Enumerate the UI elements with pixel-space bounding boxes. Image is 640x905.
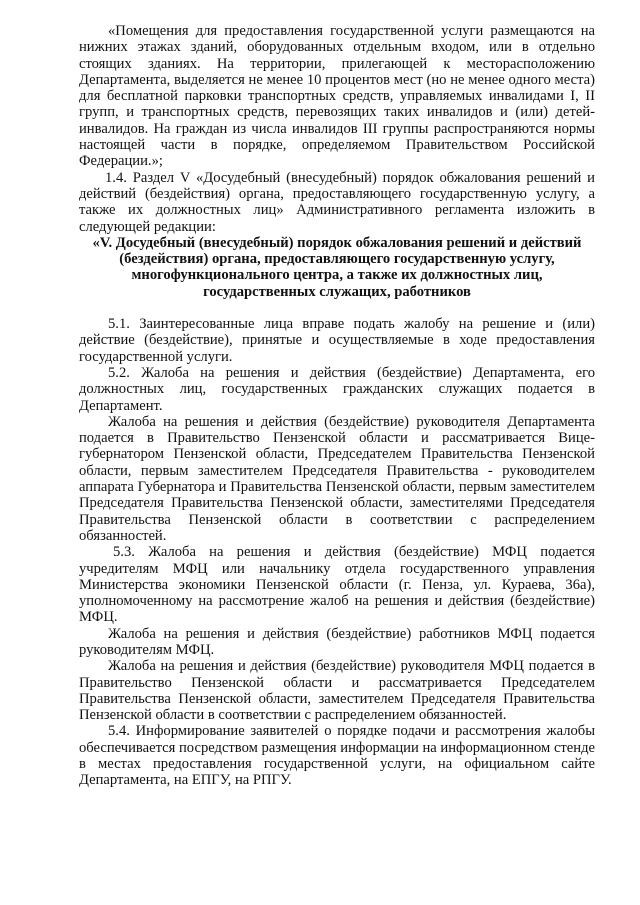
paragraph-mfc-workers-complaint: Жалоба на решения и действия (бездействие) работников МФЦ подается руководителям МФЦ. [79,625,595,658]
document-page [79,0,595,789]
paragraph-5-4: 5.4. Информирование заявителей о порядке подачи и рассмотрения жалобы обеспечивается посредством размещения информации на информационном стенде в местах предоставления государственной услуги, на официальном сайте Департамента, на ЕПГУ, на РПГУ. [79,723,595,789]
paragraph-department-head-complaint: Жалоба на решения и действия (бездействие) руководителя Департамента подается в Правительство Пензенской области и рассматривается Вице-губернатором Пензенской области, Председателем Правительства Пензенской области, первым заместителем Председателя Правительства - руководителем аппарата Губернатора и Правительства Пензенской области, первым заместителем Председателя Правительства Пензенской области, заместителями Председателя Правительства Пензенской области в соответствии с распределением обязанностей. [79,413,595,544]
paragraph-1-4: 1.4. Раздел V «Досудебный (внесудебный) порядок обжалования решений и действий (бездействия) органа, предоставляющего государственную услугу, а также их должностных лиц» Административного регламента изложить в следующей редакции: [79,169,595,235]
paragraph-mfc-head-complaint: Жалоба на решения и действия (бездействие) руководителя МФЦ подается в Правительство Пензенской области и рассматривается Председателем Правительства Пензенской области, заместителем Председателя Правительства Пензенской области в соответствии с распределением обязанностей. [79,658,595,724]
paragraph-5-2: 5.2. Жалоба на решения и действия (бездействие) Департамента, его должностных лиц, государственных гражданских служащих подается в Департамент. [79,364,595,414]
paragraph-premises: «Помещения для предоставления государственной услуги размещаются на нижних этажах зданий, оборудованных отдельным входом, или в отдельно стоящих зданиях. На территории, прилегающей к месторасположению Департамента, выделяется не менее 10 процентов мест (но не менее одного места) для бесплатной парковки транспортных средств, управляемых инвалидами I, II групп, и транспортных средств, перевозящих таких инвалидов и (или) детей-инвалидов. На граждан из числа инвалидов III группы распространяются нормы настоящей части в порядке, определяемом Правительством Российской Федерации.»; [79,23,595,170]
paragraph-5-3: 5.3. Жалоба на решения и действия (бездействие) МФЦ подается учредителям МФЦ или начальнику отдела государственного управления Министерства экономики Пензенской области (г. Пенза, ул. Кураева, 36а), уполномоченному на рассмотрение жалоб на решения и действия (бездействие) МФЦ. [79,544,595,626]
paragraph-5-1: 5.1. Заинтересованные лица вправе подать жалобу на решение и (или) действие (бездействие), принятые и осуществляемые в ходе предоставления государственной услуги. [79,316,595,365]
section-v-title: «V. Досудебный (внесудебный) порядок обжалования решений и действий (бездействия) органа, предоставляющего государственную услугу, многофункционального центра, а также их должностных лиц, государственных служащих, работников [92,234,582,300]
